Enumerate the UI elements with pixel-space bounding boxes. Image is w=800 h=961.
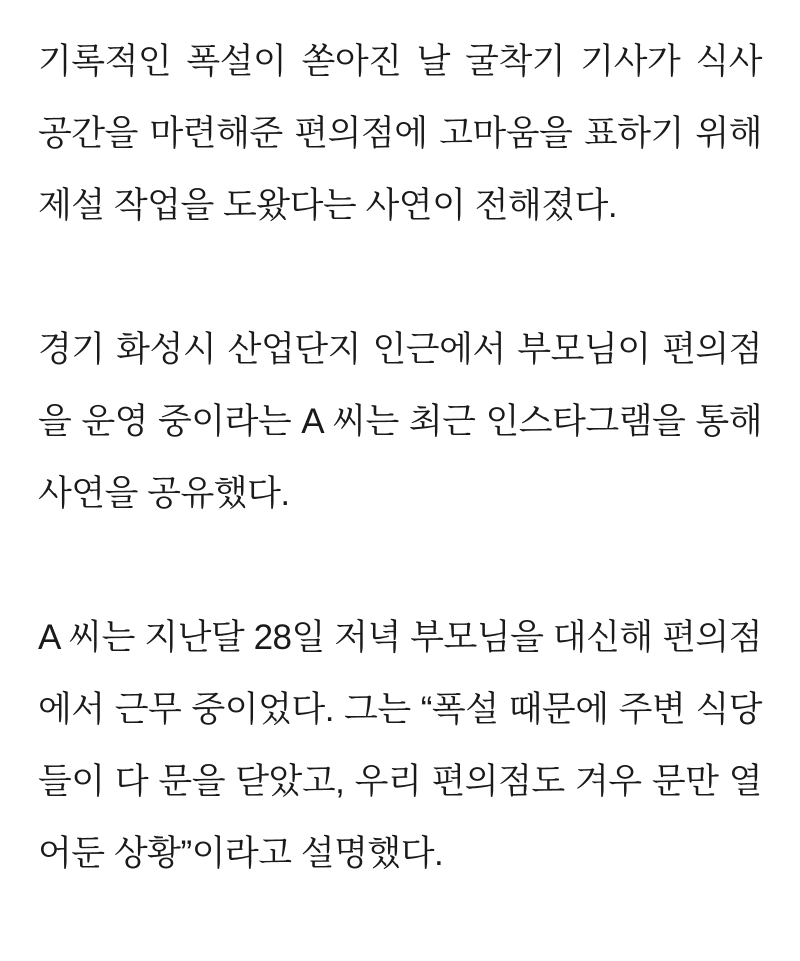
article-paragraph: 기록적인 폭설이 쏟아진 날 굴착기 기사가 식사 공간을 마련해준 편의점에 고마움을 표하기 위해 제설 작업을 도왔다는 사연이 전해졌다. — [38, 42, 762, 225]
article-paragraph: 경기 화성시 산업단지 인근에서 부모님이 편의점을 운영 중이라는 A 씨는 최근 인스타그램을 통해 사연을 공유했다. — [38, 330, 762, 513]
article-paragraph: A 씨는 지난달 28일 저녁 부모님을 대신해 편의점에서 근무 중이었다. 그는 “폭설 때문에 주변 식당들이 다 문을 닫았고, 우리 편의점도 겨우 문만 열어둔 상황”이라고 설명했다. — [38, 618, 762, 873]
